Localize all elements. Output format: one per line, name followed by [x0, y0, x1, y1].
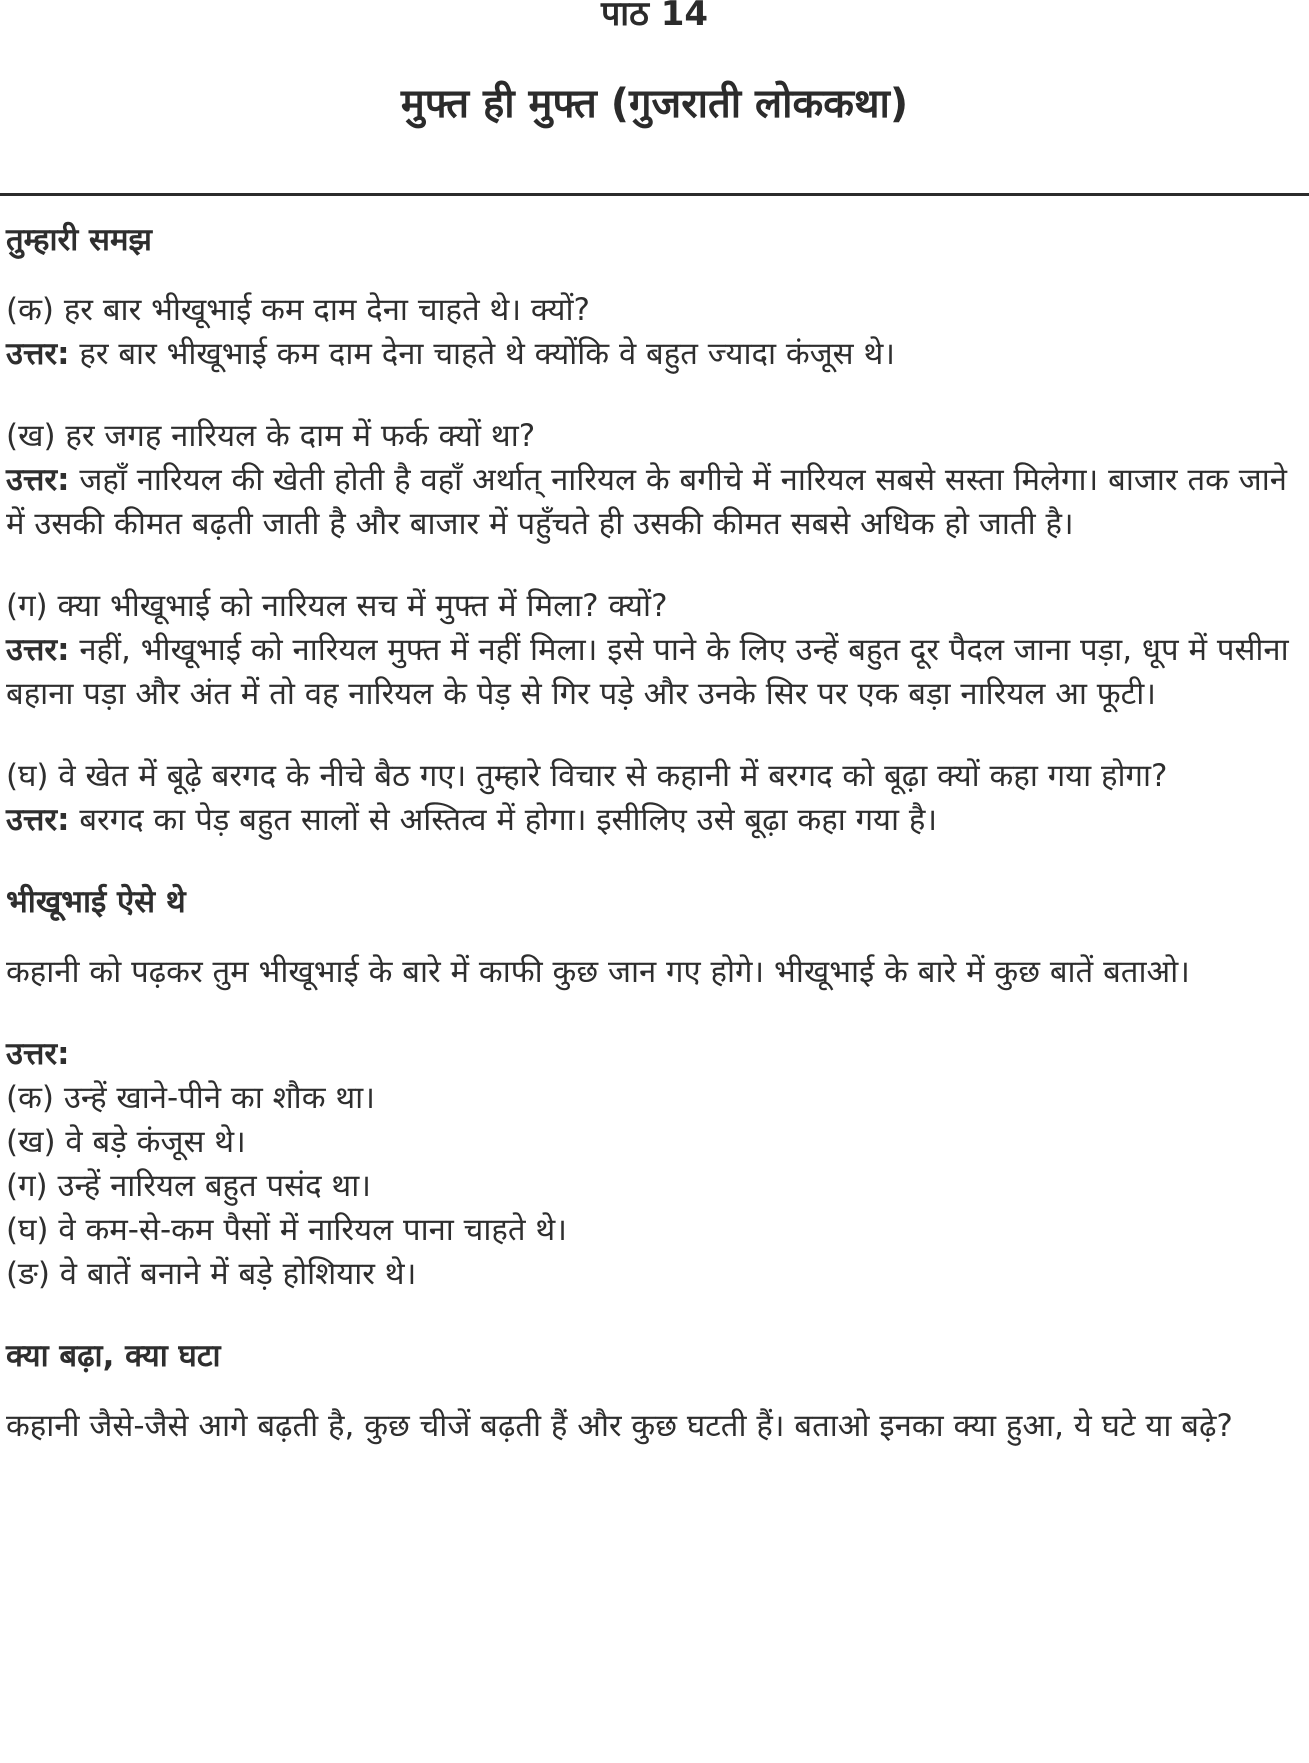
section-heading-badha: क्या बढ़ा, क्या घटा — [6, 1338, 221, 1374]
section-heading-samajh: तुम्हारी समझ — [6, 222, 152, 258]
question-text: (ग) क्या भीखूभाई को नारियल सच में मुफ्त में मिला? क्यों? — [6, 588, 668, 624]
answer-label: उत्तर: — [6, 632, 70, 668]
answer-text — [6, 458, 1302, 546]
answer-text — [6, 332, 1302, 376]
list-item: (ग) उन्हें नारियल बहुत पसंद था। — [6, 1168, 372, 1204]
answer-text — [6, 628, 1302, 716]
qa-block-3 — [6, 584, 1302, 716]
question-text: (क) हर बार भीखूभाई कम दाम देना चाहते थे। क्यों? — [6, 292, 590, 328]
question-text: (घ) वे खेत में बूढ़े बरगद के नीचे बैठ गए। तुम्हारे विचार से कहानी में बरगद को बूढ़ा क्यों कहा गया होगा? — [6, 758, 1168, 794]
list-item: (ख) वे बड़े कंजूस थे। — [6, 1124, 246, 1160]
bhikhubhai-answer — [6, 1032, 1302, 1296]
content-body — [6, 218, 1302, 1486]
qa-block-1 — [6, 288, 1302, 376]
question-text: (ख) हर जगह नारियल के दाम में फर्क क्यों था? — [6, 418, 536, 454]
answer-label: उत्तर: — [6, 802, 70, 838]
answer-body: नहीं, भीखूभाई को नारियल मुफ्त में नहीं मिला। इसे पाने के लिए उन्हें बहुत दूर पैदल जाना पड़ा, धूप में पसीना बहाना पड़ा और अंत में तो वह नारियल के पेड़ से गिर पड़े और उनके सिर पर एक बड़ा नारियल आ फूटी। — [6, 632, 1289, 712]
lesson-title: मुफ्त ही मुफ्त (गुजराती लोककथा) — [400, 81, 909, 127]
badha-prompt: कहानी जैसे-जैसे आगे बढ़ती है, कुछ चीजें बढ़ती हैं और कुछ घटती हैं। बताओ इनका क्या हुआ, ये घटे या बढ़े? — [6, 1408, 1233, 1444]
title-divider — [0, 193, 1309, 196]
answer-label: उत्तर: — [6, 462, 70, 498]
section-heading-bhikhubhai: भीखूभाई ऐसे थे — [6, 884, 186, 920]
answer-text — [6, 798, 1302, 842]
list-item: (ङ) वे बातें बनाने में बड़े होशियार थे। — [6, 1256, 417, 1292]
list-item: (घ) वे कम-से-कम पैसों में नारियल पाना चाहते थे। — [6, 1212, 567, 1248]
answer-label: उत्तर: — [6, 336, 70, 372]
qa-block-4 — [6, 754, 1302, 842]
answer-body: हर बार भीखूभाई कम दाम देना चाहते थे क्योंकि वे बहुत ज्यादा कंजूस थे। — [69, 336, 896, 372]
answer-body: जहाँ नारियल की खेती होती है वहाँ अर्थात् नारियल के बगीचे में नारियल सबसे सस्ता मिलेगा। बाजार तक जाने में उसकी कीमत बढ़ती जाती है और बाजार में पहुँचते ही उसकी कीमत सबसे अधिक हो जाती है। — [6, 462, 1288, 542]
bhikhubhai-prompt: कहानी को पढ़कर तुम भीखूभाई के बारे में काफी कुछ जान गए होगे। भीखूभाई के बारे में कुछ बातें बताओ। — [6, 954, 1190, 990]
qa-block-2 — [6, 414, 1302, 546]
answer-label: उत्तर: — [6, 1036, 70, 1072]
answer-body: बरगद का पेड़ बहुत सालों से अस्तित्व में होगा। इसीलिए उसे बूढ़ा कहा गया है। — [69, 802, 938, 838]
chapter-number: पाठ 14 — [600, 0, 709, 34]
list-item: (क) उन्हें खाने-पीने का शौक था। — [6, 1080, 375, 1116]
